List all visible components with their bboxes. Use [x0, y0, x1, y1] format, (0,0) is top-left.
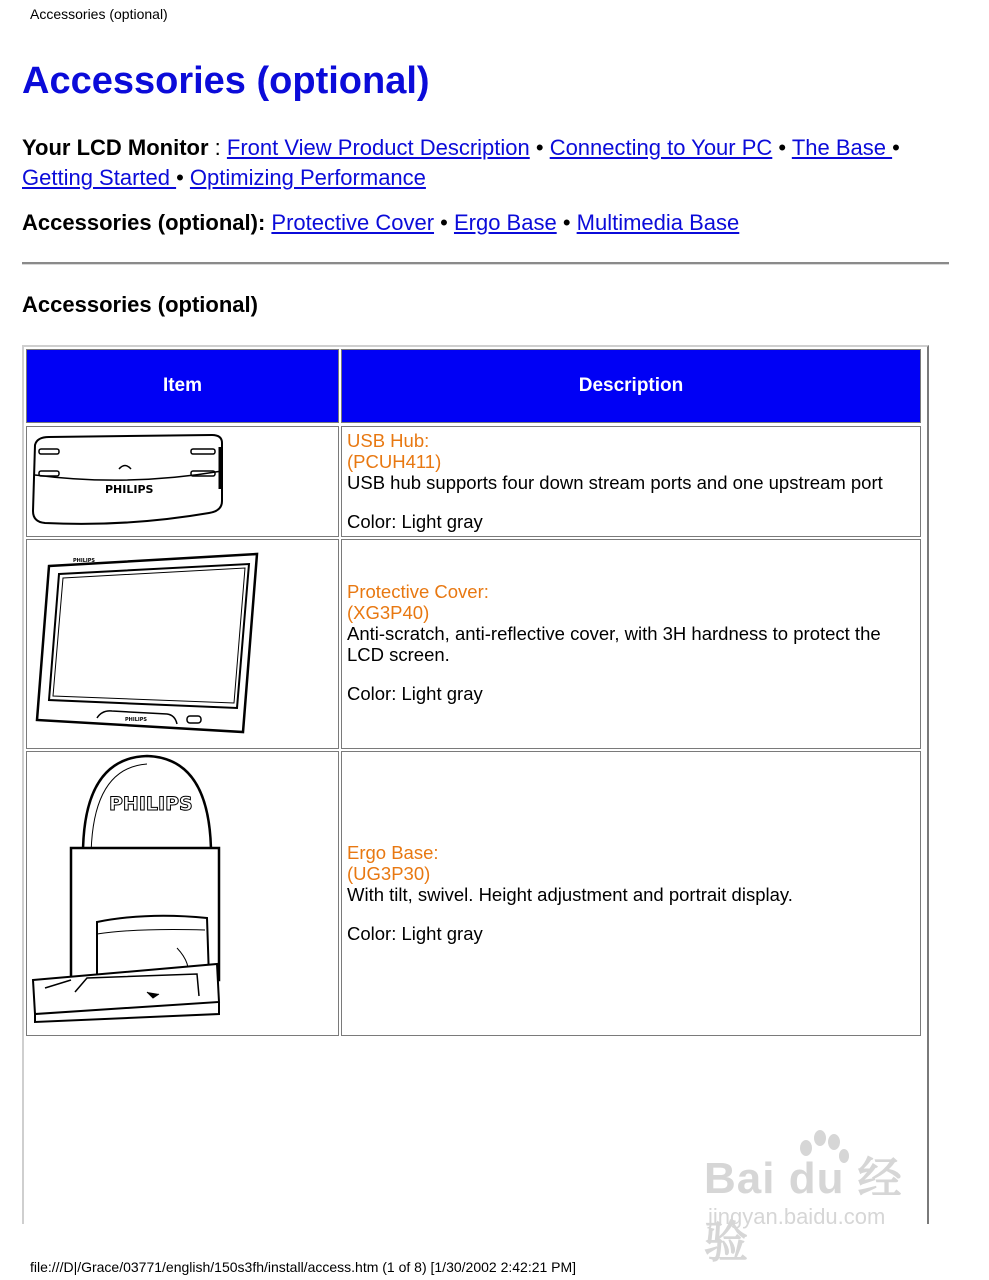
ergo-base-description: [341, 751, 921, 1036]
protective-cover-text: Anti-scratch, anti-reflective cover, with 3H hardness to protect the LCD screen.: [347, 623, 881, 665]
browser-header: Accessories (optional): [30, 6, 168, 22]
usb-hub-code: (PCUH411): [347, 451, 442, 472]
nav-colon: :: [208, 135, 227, 160]
nav-bullet: •: [556, 210, 577, 235]
link-getting-started[interactable]: Getting Started: [22, 165, 177, 190]
protective-cover-code: (XG3P40): [347, 602, 430, 623]
usb-hub-cell: [26, 426, 339, 537]
footer-url: file:///D|/Grace/03771/english/150s3fh/install/access.htm (1 of 8) [1/30/2002 2:42:21 PM]: [30, 1259, 577, 1275]
ergo-base-text: With tilt, swivel. Height adjustment and portrait display.: [347, 884, 793, 905]
accessories-table: [22, 345, 929, 1224]
ergo-base-image: [27, 752, 338, 1035]
header-description: Description: [341, 349, 921, 423]
cover-brand-top: PHILIPS: [73, 558, 96, 564]
link-ergo-base[interactable]: Ergo Base: [453, 210, 557, 235]
cover-brand-bottom: PHILIPS: [125, 717, 148, 723]
ergo-base-color: Color: Light gray: [347, 923, 483, 944]
usb-hub-color: Color: Light gray: [347, 511, 483, 532]
accessories-nav: [22, 208, 739, 238]
usb-hub-text: USB hub supports four down stream ports and one upstream port: [347, 472, 883, 493]
section-title: Accessories (optional): [22, 292, 258, 317]
horizontal-rule: [22, 262, 949, 265]
usb-hub-brand: PHILIPS: [105, 483, 154, 496]
watermark-sub: jingyan.baidu.com: [708, 1204, 886, 1229]
ergo-base-cell: [26, 751, 339, 1036]
ergo-base-code: (UG3P30): [347, 863, 431, 884]
product-nav: [22, 133, 952, 193]
watermark-main: Bai du 经验: [704, 1154, 903, 1267]
link-multimedia-base[interactable]: Multimedia Base: [576, 210, 740, 235]
nav-bullet: •: [434, 210, 454, 235]
protective-cover-image: [27, 540, 338, 748]
link-connecting-pc[interactable]: Connecting to Your PC: [549, 135, 773, 160]
ergo-brand: PHILIPS: [109, 793, 193, 815]
link-optimizing-performance[interactable]: Optimizing Performance: [189, 165, 426, 190]
protective-cover-name: Protective Cover:: [347, 581, 489, 602]
header-item: Item: [26, 349, 339, 423]
baidu-watermark: [700, 1128, 930, 1267]
ergo-base-name: Ergo Base:: [347, 842, 439, 863]
link-front-view[interactable]: Front View Product Description: [226, 135, 530, 160]
protective-cover-color: Color: Light gray: [347, 683, 483, 704]
usb-hub-image: [27, 427, 338, 536]
usb-hub-description: [341, 426, 921, 537]
protective-cover-cell: [26, 539, 339, 749]
usb-hub-name: USB Hub:: [347, 430, 430, 451]
nav-bullet: •: [892, 135, 900, 160]
nav-bullet: •: [176, 165, 190, 190]
nav-bullet: •: [529, 135, 550, 160]
accessories-label: Accessories (optional):: [22, 210, 266, 235]
link-protective-cover[interactable]: Protective Cover: [271, 210, 435, 235]
lcd-monitor-label: Your LCD Monitor: [22, 135, 209, 160]
nav-bullet: •: [772, 135, 792, 160]
page-title: Accessories (optional): [22, 60, 430, 102]
protective-cover-description: [341, 539, 921, 749]
link-the-base[interactable]: The Base: [791, 135, 893, 160]
